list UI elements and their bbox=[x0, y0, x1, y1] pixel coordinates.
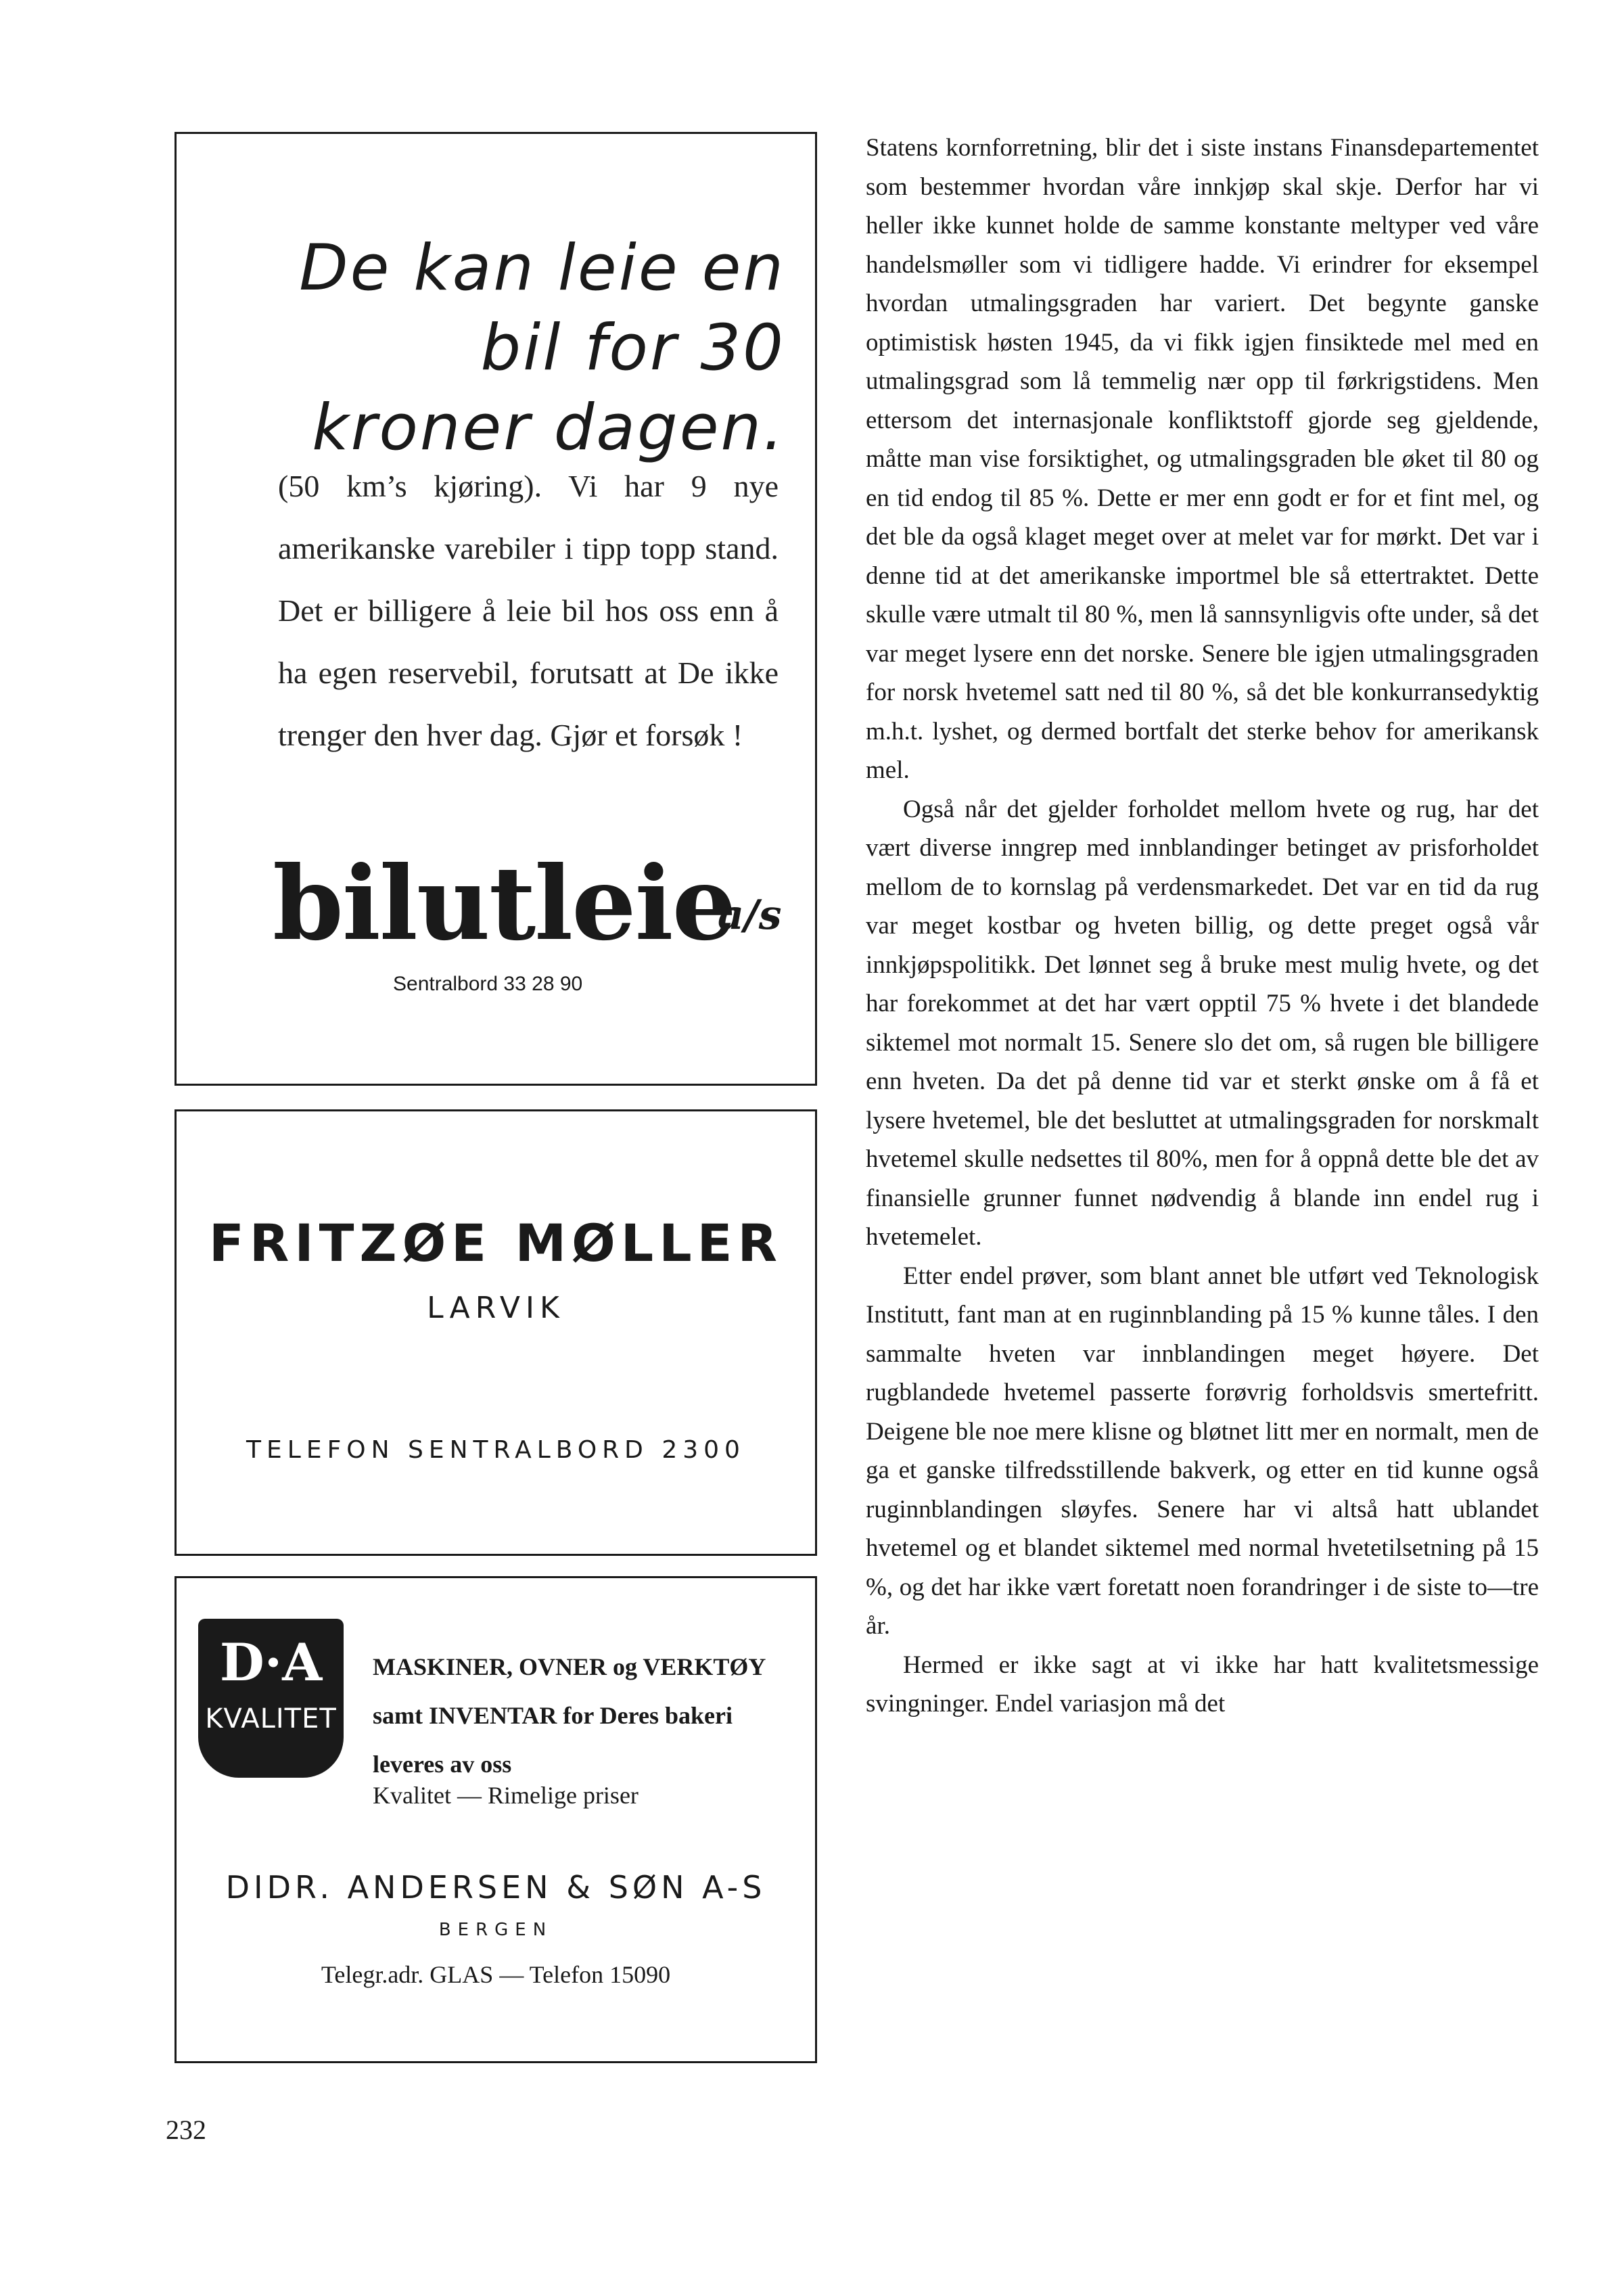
ad-phone: Sentralbord 33 28 90 bbox=[393, 973, 583, 995]
company-name: FRITZØE MØLLER bbox=[208, 1213, 783, 1273]
da-kvalitet-badge bbox=[198, 1619, 344, 1778]
ad-body: (50 km’s kjøring). Vi har 9 nye amerikanske varebiler i tipp topp stand. Det er billigere å leie bil hos oss enn å ha egen reservebil, forutsatt at De ikke trenger den hver dag. Gjør et forsøk ! bbox=[278, 469, 779, 752]
paragraph: Etter endel prøver, som blant annet ble utført ved Teknologisk Institutt, fant man at en ruginnblanding på 15 % kunne tåles. I den sammalte hveten var innblandingen meget høyere. Det rugblandede hvetemel passerte forøvrig forholdsvis smertefritt. Deigene ble noe mere klisne og bløtnet litt mer en normalt, men de ga et ganske tilfredsstillende bakverk, og etter en tid kunne også ruginnblandingen sløyfes. Senere har vi altså hatt ublandet hvetemel og et blandet siktemel med normal hvetetilsetning på 15 %, og det har ikke vært foretatt noen forandringer i de siste to—tre år. bbox=[866, 1262, 1539, 1640]
company-contact: Telegr.adr. GLAS — Telefon 15090 bbox=[321, 1961, 671, 1988]
paragraph: Statens kornforretning, blir det i siste instans Finansdepartementet som bestemmer hvordan våre innkjøp skal skje. Derfor har vi heller ikke kunnet holde de samme konstante meltyper ved våre handelsmøller som vi tidligere hadde. Vi erindrer for eksempel hvordan utmalingsgraden har variert. Det begynte ganske optimistisk høsten 1945, da vi fikk igjen finsiktede mel med en utmalingsgrad som lå temmelig nær opp til førkrigstidens. Men ettersom det internasjonale konfliktstoff gjorde seg gjeldende, måtte man vise forsiktighet, og utmalingsgraden ble øket til 80 og en tid endog til 85 %. Dette er mer enn godt er for et fint mel, og det ble da også klaget meget over at melet var for mørkt. Det var i denne tid at det amerikanske importmel ble så ettertraktet. Dette skulle være utmalt til 80 %, men lå sannsynligvis ofte under, så det var meget lysere enn det norske. Senere ble igjen utmalingsgraden for norsk hvetemel satt ned til 80 %, så det ble konkurransedyktig m.h.t. lyshet, og dermed bortfalt det sterke behov for amerikansk mel. bbox=[866, 134, 1539, 784]
company-phone: TELEFON SENTRALBORD 2300 bbox=[246, 1436, 745, 1464]
company-city: BERGEN bbox=[438, 1920, 553, 1940]
company-name: DIDR. ANDERSEN & SØN A-S bbox=[225, 1869, 766, 1906]
article-column bbox=[866, 129, 1539, 1724]
logo-suffix: a/s bbox=[718, 892, 782, 939]
ad-headline: De kan leie en bil for 30 kroner dagen. bbox=[299, 231, 785, 465]
paragraph: Hermed er ikke sagt at vi ikke har hatt kvalitetsmessige svingninger. Endel variasjon må det bbox=[866, 1651, 1539, 1718]
ad-bilutleie bbox=[175, 132, 817, 1086]
paragraph: Også når det gjelder forholdet mellom hvete og rug, har det vært diverse inngrep med innblandinger betinget av prisforholdet mellom de to kornslag på verdensmarkedet. Det var en tid da rug var meget kostbar og hveten billig, og dette preget også vår innkjøpspolitikk. Det lønnet seg å bruke mest mulig hvete, og det har forekommet at det har vært opptil 75 % hvete i det blandede siktemel mot normalt 15. Senere slo det om, så rugen ble billigere enn hveten. Da det på denne tid var et sterkt ønske om å få et lysere hvetemel, ble det besluttet at utmalingsgraden for norskmalt hvetemel skulle nedsettes til 80%, men for å oppnå dette ble det av finansielle grunner funnet nødvendig å blande inn endel rug i hvetemelet. bbox=[866, 795, 1539, 1251]
badge-top: D·A bbox=[219, 1632, 323, 1692]
product-text: MASKINER, OVNER og VERKTØY samt INVENTAR for Deres bakeri leveres av oss bbox=[373, 1653, 766, 1778]
ad-andersen bbox=[175, 1576, 817, 2063]
bilutleie-logo: bilutleie bbox=[273, 844, 736, 963]
company-city: LARVIK bbox=[427, 1291, 565, 1325]
quality-line: Kvalitet — Rimelige priser bbox=[373, 1782, 639, 1809]
page-number: 232 bbox=[166, 2115, 206, 2145]
ad-fritzoe bbox=[175, 1109, 817, 1556]
badge-bottom: KVALITET bbox=[205, 1703, 337, 1734]
